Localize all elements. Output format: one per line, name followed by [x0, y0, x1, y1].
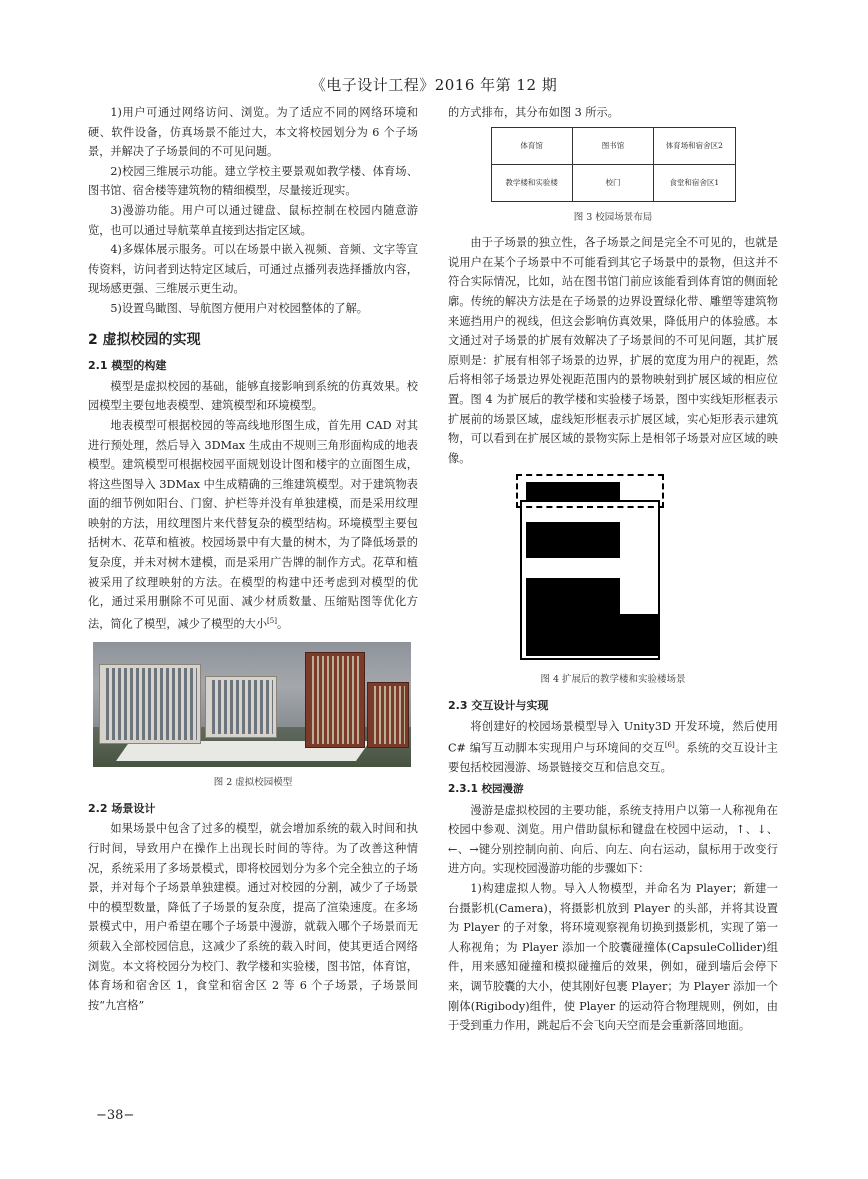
table-cell: 体育场和宿舍区2 — [654, 127, 735, 164]
paragraph: 4)多媒体展示服务。可以在场景中嵌入视频、音频、文字等宣传资料，访问者到达特定区域后，可通过点播列表选择播放内容，现场感更强、三维展示更生动。 — [88, 243, 418, 296]
paragraph: 由于子场景的独立性，各子场景之间是完全不可见的，也就是说用户在某个子场景中不可能看到其它子场景中的景物，但这并不符合实际情况，比如，站在图书馆门前应该能看到体育馆的侧面轮廓。传统的解决方法是在子场景的边界设置绿化带、雕塑等建筑物来遮挡用户的视线，但这会影响仿真效果，降低用户的体验感。本文通过对子场景的扩展有效解决了子场景间的不可见问题，其扩展原则是：扩展有相邻子场景的边界，扩展的宽度为用户的视距，然后将相邻子场景边界处视距范围内的景物映射到扩展区域的相应位置。图 4 为扩展后的教学楼和实验楼子场景，图中实线矩形框表示扩展前的场景区域，虚线矩形框表示扩展区域，实心矩形表示建筑物，可以看到在扩展区域的景物实际上是相邻子场景对应区域的映像。 — [448, 236, 778, 465]
paragraph: 漫游是虚拟校园的主要功能，系统支持用户以第一人称视角在校园中参观、浏览。用户借助鼠标和键盘在校园中运动，↑、↓、←、→键分别控制向前、向后、向左、向右运动，鼠标用于改变行进方向。实现校园漫游功能的步骤如下： — [448, 803, 778, 876]
scene-layout-table — [491, 127, 736, 202]
subsection-heading: 2.3 交互设计与实现 — [448, 698, 549, 712]
paragraph: 模型是虚拟校园的基础，能够直接影响到系统的仿真效果。校园模型主要包地表模型、建筑模型和环境模型。 — [88, 379, 418, 413]
paragraph — [448, 717, 778, 779]
citation: [5] — [267, 616, 277, 625]
paragraph: 3)漫游功能。用户可以通过键盘、鼠标控制在校园内随意游览，也可以通过导航菜单直接到达指定区域。 — [88, 203, 418, 237]
paragraph: 2)校园三维展示功能。建立学校主要景观如教学楼、体育场、图书馆、宿舍楼等建筑物的精细模型，尽量接近现实。 — [88, 164, 418, 198]
building-block — [526, 578, 620, 656]
table-cell: 教学楼和实验楼 — [491, 164, 572, 201]
building — [205, 676, 277, 738]
building-block — [526, 482, 620, 502]
paragraph: 5)设置鸟瞰图、导航图方便用户对校园整体的了解。 — [110, 301, 368, 315]
subsubsection-heading: 2.3.1 校园漫游 — [448, 783, 524, 796]
section-heading: 2 虚拟校园的实现 — [88, 331, 201, 348]
paragraph-end: 。 — [276, 617, 289, 631]
extended-scene-figure — [516, 474, 664, 664]
paragraph — [88, 416, 418, 634]
table-cell: 食堂和宿舍区1 — [654, 164, 735, 201]
subsection-heading: 2.1 模型的构建 — [88, 359, 167, 373]
table-cell: 体育馆 — [491, 127, 572, 164]
paragraph-end: 。系统的交互设计主要包括校园漫游、场景链接交互和信息交互。 — [448, 741, 778, 775]
building — [367, 682, 409, 748]
table-cell: 图书馆 — [572, 127, 653, 164]
figure-caption: 图 4 扩展后的教学楼和实验楼场景 — [540, 674, 686, 686]
paragraph: 如果场景中包含了过多的模型，就会增加系统的载入时间和执行时间，导致用户在操作上出现长时间的等待。为了改善这种情况，系统采用了多场景模式，即将校园划分为多个完全独立的子场景，并对每个子场景单独建模。通过对校园的分割，减少了子场景中的模型数量，降低了子场景的复杂度，提高了渲染速度。在多场景模式中，用户希望在哪个子场景中漫游，就载入哪个子场景而无须载入全部校园信息，这减少了系统的载入时间，使其更适合网络浏览。本文将校园分为校门、教学楼和实验楼，图书馆，体育馆，体育场和宿舍区 1，食堂和宿舍区 2 等 6 个子场景，子场景间按“九宫格” — [88, 822, 418, 1012]
page-number: −38− — [96, 1108, 135, 1123]
paragraph-text: 地表模型可根据校园的等高线地形图生成，首先用 CAD 对其进行预处理，然后导入 3DMax 生成由不规则三角形面构成的地表模型。建筑模型可根据校园平面规划设计图和楼宇的立面图生成，将这些图导入 3DMax 中生成精确的三维建筑模型。对于建筑物表面的细节例如阳台、门窗、护栏等并没有单独建模，而是采用纹理映射的方法，用纹理图片来代替复杂的模型结构。环境模型主要包括树木、花草和植被。校园场景中有大量的树木，为了降低场景的复杂度，并未对树木建模，而是采用广告牌的制作方式。花草和植被采用了纹理映射的方法。在模型的构建中还考虑到对模型的优化，通过采用删除不可见面、减少材质数量、压缩贴图等优化方法，简化了模型，减少了模型的大小 — [88, 418, 418, 631]
campus-model-figure — [93, 642, 411, 767]
paragraph-text: 将创建好的校园场景模型导入 Unity3D 开发环境，然后使用 C# 编写互动脚本实现用户与环境间的交互 — [448, 719, 778, 755]
building-block — [620, 614, 660, 656]
citation: [6] — [664, 741, 675, 750]
paragraph: 1)用户可通过网络访问、浏览。为了适应不同的网络环境和硬、软件设备，仿真场景不能过大，本文将校园划分为 6 个子场景，并解决了子场景间的不可见问题。 — [88, 106, 418, 159]
left-column — [88, 103, 418, 1015]
paragraph: 的方式排布，其分布如图 3 所示。 — [448, 106, 619, 119]
building-block — [526, 522, 620, 558]
figure-caption: 图 3 校园场景布局 — [573, 211, 653, 223]
table-cell: 校门 — [572, 164, 653, 201]
building — [99, 664, 201, 744]
building — [305, 652, 365, 748]
subsection-heading: 2.2 场景设计 — [88, 801, 156, 815]
paragraph: 1)构建虚拟人物。导入人物模型，并命名为 Player；新建一台摄影机(Camera)，将摄影机放到 Player 的头部，并将其设置为 Player 的子对象，将环境观察视角切换到摄影机，实现了第一人称视角；为 Player 添加一个胶囊碰撞体(CapsuleCollider)组件，用来感知碰撞和模拟碰撞后的效果，例如，碰到墙后会停下来，调节胶囊的大小，使其刚好包裹 Player；为 Player 添加一个刚体(Rigibody)组件，使 Player 的运动符合物理规则，例如，由于受到重力作用，跳起后不会飞向天空而是会重新落回地面。 — [448, 881, 778, 1033]
journal-header: 《电子设计工程》2016 年第 12 期 — [310, 76, 558, 94]
right-column — [448, 103, 778, 1036]
figure-caption: 图 2 虚拟校园模型 — [213, 777, 293, 789]
